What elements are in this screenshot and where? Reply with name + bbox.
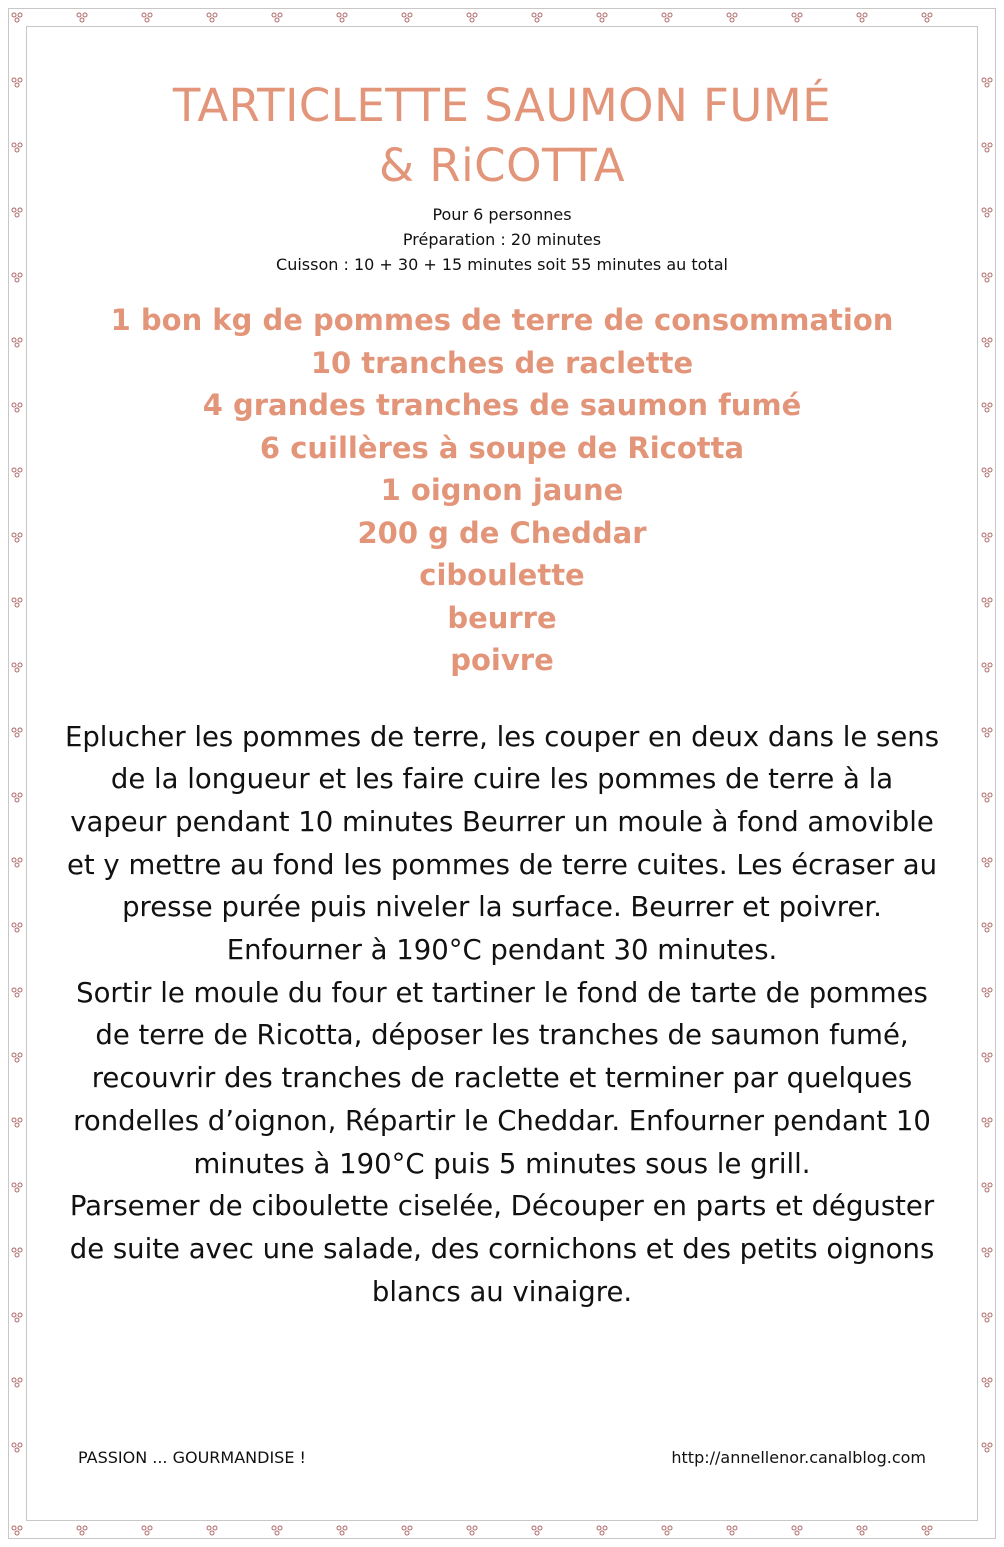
border-dot-motif bbox=[272, 1526, 282, 1535]
recipe-instructions bbox=[60, 716, 944, 1314]
border-dot-motif bbox=[12, 923, 22, 932]
border-dot-motif bbox=[467, 13, 477, 22]
border-dot-motif bbox=[982, 728, 992, 737]
border-dot-motif bbox=[12, 468, 22, 477]
border-dot-motif bbox=[982, 468, 992, 477]
border-dot-motif bbox=[982, 208, 992, 217]
border-dot-motif bbox=[792, 1526, 802, 1535]
border-dot-motif bbox=[12, 273, 22, 282]
border-dot-motif bbox=[982, 78, 992, 87]
border-dot-motif bbox=[727, 13, 737, 22]
border-dot-motif bbox=[12, 598, 22, 607]
border-dot-motif bbox=[12, 78, 22, 87]
border-dot-motif bbox=[857, 13, 867, 22]
border-dot-motif bbox=[982, 273, 992, 282]
border-dot-motif bbox=[12, 1183, 22, 1192]
instruction-step: Eplucher les pommes de terre, les couper en deux dans le sens de la longueur et les faire cuire les pommes de terre à la vapeur pendant 10 minutes Beurrer un moule à fond amovible et y mettre au fond les pommes de terre cuites. Les écraser au presse purée puis niveler la surface. Beurrer et poivrer. bbox=[64, 720, 940, 924]
recipe-title-line1: TARTICLETTE SAUMON FUMÉ bbox=[172, 79, 832, 132]
border-dot-motif bbox=[337, 13, 347, 22]
ingredient-item: poivre bbox=[450, 643, 554, 677]
preparation-time: Préparation : 20 minutes bbox=[402, 230, 602, 249]
border-dot-motif bbox=[142, 1526, 152, 1535]
border-dot-motif bbox=[982, 1053, 992, 1062]
footer-blog-url: http://annellenor.canalblog.com bbox=[671, 1448, 926, 1467]
border-dot-motif bbox=[982, 143, 992, 152]
ingredient-item: 1 bon kg de pommes de terre de consommation bbox=[110, 303, 894, 337]
recipe-title bbox=[60, 76, 944, 196]
border-dot-motif bbox=[467, 1526, 477, 1535]
border-dot-motif bbox=[272, 13, 282, 22]
border-dot-motif bbox=[402, 13, 412, 22]
instruction-step: Parsemer de ciboulette ciselée, Découper en parts et déguster de suite avec une salade, des cornichons et des petits oignons blancs au vinaigre. bbox=[69, 1190, 935, 1308]
recipe-meta bbox=[60, 202, 944, 277]
border-dot-motif bbox=[982, 663, 992, 672]
border-dot-motif bbox=[597, 1526, 607, 1535]
border-dot-motif bbox=[982, 1183, 992, 1192]
instruction-step: Sortir le moule du four et tartiner le fond de tarte de pommes de terre de Ricotta, déposer les tranches de saumon fumé, recouvrir des tranches de raclette et terminer par quelques rondelles d’oignon, Répartir le Cheddar. Enfourner pendant 10 minutes à 190°C puis 5 minutes sous le grill. bbox=[73, 976, 931, 1180]
ingredient-item: ciboulette bbox=[419, 558, 585, 592]
ingredient-item: 10 tranches de raclette bbox=[310, 345, 694, 380]
border-dot-motif bbox=[12, 1313, 22, 1322]
border-dot-motif bbox=[207, 1526, 217, 1535]
border-dot-motif bbox=[12, 403, 22, 412]
instruction-step: Enfourner à 190°C pendant 30 minutes. bbox=[226, 934, 778, 967]
border-dot-motif bbox=[982, 533, 992, 542]
border-dot-motif bbox=[982, 988, 992, 997]
border-dot-motif bbox=[12, 13, 22, 22]
border-dot-motif bbox=[12, 1118, 22, 1127]
recipe-title-line2: & RiCOTTA bbox=[379, 139, 625, 192]
border-dot-motif bbox=[12, 208, 22, 217]
border-dot-motif bbox=[922, 13, 932, 22]
border-dot-motif bbox=[142, 13, 152, 22]
ingredient-item: 6 cuillères à soupe de Ricotta bbox=[259, 430, 745, 465]
border-dot-motif bbox=[922, 1526, 932, 1535]
ingredient-item: beurre bbox=[447, 600, 557, 635]
border-dot-motif bbox=[982, 1378, 992, 1387]
border-dot-motif bbox=[532, 1526, 542, 1535]
border-dot-motif bbox=[857, 1526, 867, 1535]
border-dot-motif bbox=[12, 1443, 22, 1452]
border-dot-motif bbox=[12, 533, 22, 542]
footer bbox=[78, 1448, 926, 1476]
border-dot-motif bbox=[12, 663, 22, 672]
border-dot-motif bbox=[982, 1313, 992, 1322]
border-dot-motif bbox=[792, 13, 802, 22]
border-dot-motif bbox=[982, 598, 992, 607]
border-dot-motif bbox=[982, 858, 992, 867]
border-dot-motif bbox=[982, 338, 992, 347]
border-dot-motif bbox=[337, 1526, 347, 1535]
border-dot-motif bbox=[77, 1526, 87, 1535]
border-dot-motif bbox=[12, 728, 22, 737]
recipe-content bbox=[60, 70, 944, 1313]
border-dot-motif bbox=[597, 13, 607, 22]
border-dot-motif bbox=[727, 1526, 737, 1535]
border-dot-motif bbox=[12, 1053, 22, 1062]
border-dot-motif bbox=[12, 1248, 22, 1257]
border-dot-motif bbox=[982, 403, 992, 412]
border-dot-motif bbox=[207, 13, 217, 22]
ingredient-item: 4 grandes tranches de saumon fumé bbox=[202, 388, 802, 422]
ingredient-list bbox=[60, 299, 944, 682]
border-dot-motif bbox=[662, 1526, 672, 1535]
footer-tagline: PASSION ... GOURMANDISE ! bbox=[78, 1448, 306, 1467]
border-dot-motif bbox=[402, 1526, 412, 1535]
border-dot-motif bbox=[982, 1118, 992, 1127]
border-dot-motif bbox=[982, 1248, 992, 1257]
border-dot-motif bbox=[662, 13, 672, 22]
border-dot-motif bbox=[982, 923, 992, 932]
border-dot-motif bbox=[532, 13, 542, 22]
ingredient-item: 1 oignon jaune bbox=[380, 473, 624, 507]
border-dot-motif bbox=[77, 13, 87, 22]
servings-text: Pour 6 personnes bbox=[432, 205, 572, 224]
border-dot-motif bbox=[982, 1443, 992, 1452]
ingredient-item: 200 g de Cheddar bbox=[357, 515, 647, 550]
border-dot-motif bbox=[12, 988, 22, 997]
border-dot-motif bbox=[12, 143, 22, 152]
border-dot-motif bbox=[12, 793, 22, 802]
border-dot-motif bbox=[12, 1526, 22, 1535]
cooking-time: Cuisson : 10 + 30 + 15 minutes soit 55 minutes au total bbox=[276, 255, 728, 274]
border-dot-motif bbox=[982, 793, 992, 802]
border-dot-motif bbox=[12, 858, 22, 867]
border-dot-motif bbox=[12, 1378, 22, 1387]
border-dot-motif bbox=[12, 338, 22, 347]
